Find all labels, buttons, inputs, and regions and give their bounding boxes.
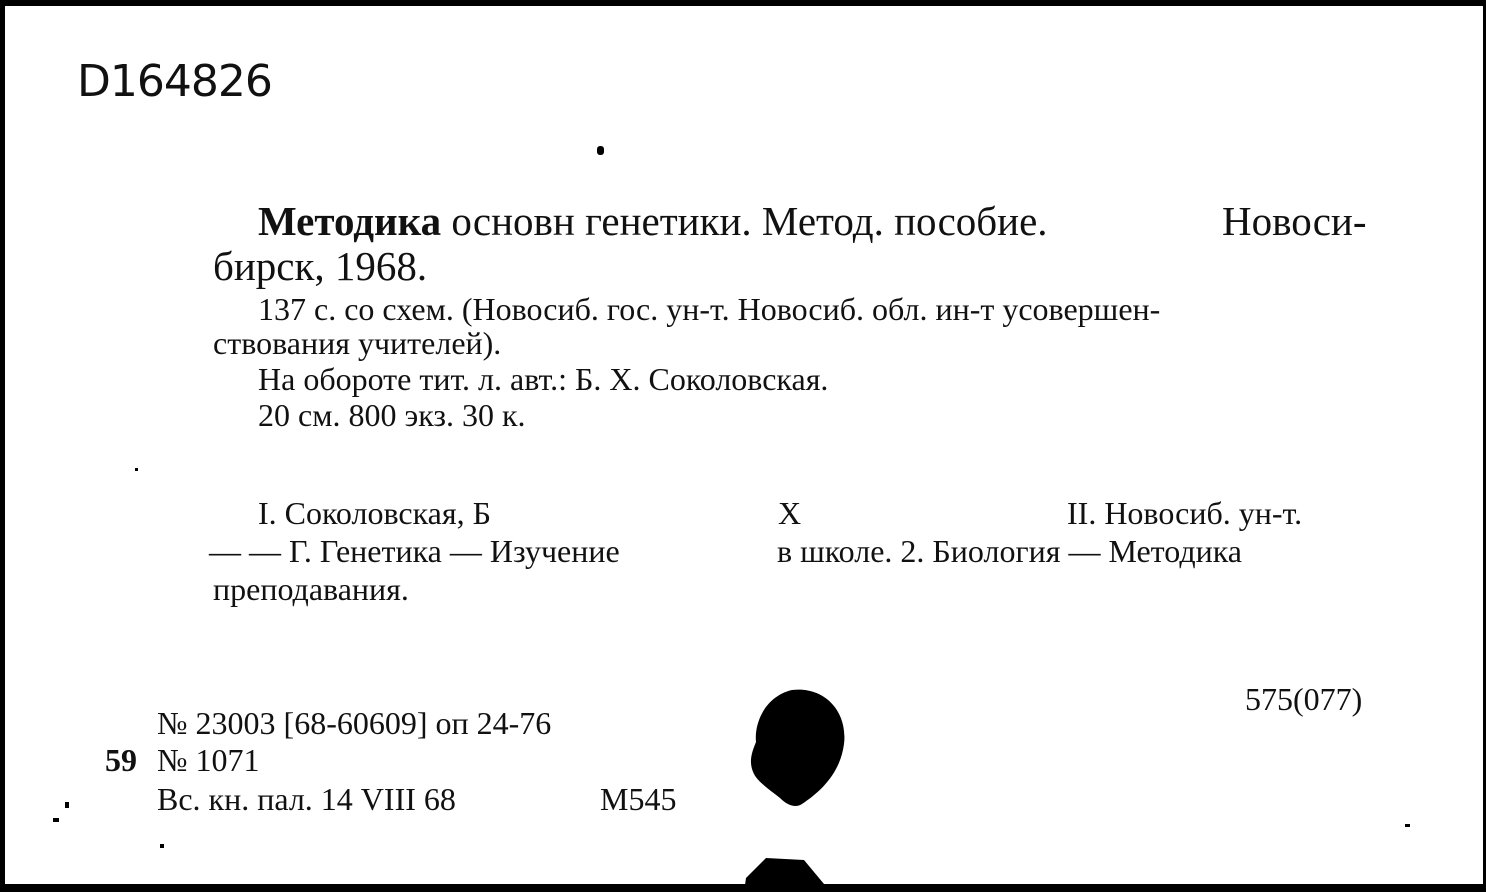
tracing-line1-c: II. Новосиб. ун-т. bbox=[1067, 495, 1303, 531]
ink-dot bbox=[597, 146, 604, 155]
ink-speck-5 bbox=[1405, 824, 1410, 827]
catalog-card bbox=[5, 6, 1483, 884]
tracing-line1-a: I. Соколовская, Б bbox=[258, 495, 491, 531]
size-line: 20 см. 800 экз. 30 к. bbox=[258, 397, 526, 433]
print-line3-b: М545 bbox=[600, 781, 677, 817]
ink-speck bbox=[135, 468, 138, 471]
ink-speck-2 bbox=[53, 818, 59, 822]
ink-speck-3 bbox=[65, 802, 69, 808]
title-rest: основн генетики. Метод. пособие. bbox=[441, 198, 1048, 244]
print-line2: № 1071 bbox=[157, 742, 260, 778]
tracing-line2-a: — — Г. Генетика — Изучение bbox=[209, 533, 620, 569]
note-line: На обороте тит. л. авт.: Б. Х. Соколовская. bbox=[258, 361, 829, 397]
ink-speck-4 bbox=[160, 844, 164, 848]
print-line3-a: Вс. кн. пал. 14 VIII 68 bbox=[157, 781, 456, 817]
tracing-line2-b: в школе. 2. Биология — Методика bbox=[777, 533, 1242, 569]
place-part2: бирск, 1968. bbox=[213, 243, 428, 289]
collation-line1: 137 с. со схем. (Новосиб. гос. ун-т. Новосиб. обл. ин-т усовершен- bbox=[258, 291, 1161, 327]
place-part1: Новоси- bbox=[1222, 198, 1367, 244]
punch-hole-mark bbox=[740, 682, 855, 892]
title-bold: Методика bbox=[258, 198, 442, 244]
collation-line2: ствования учителей). bbox=[213, 325, 502, 361]
tracing-line3: преподавания. bbox=[213, 571, 409, 607]
title-line bbox=[258, 200, 1048, 243]
classification-number: 575(077) bbox=[1245, 681, 1363, 717]
print-prefix: 59 bbox=[105, 742, 137, 778]
tracing-line1-b: Х bbox=[778, 495, 802, 531]
call-number: D164826 bbox=[77, 56, 272, 107]
print-line1: № 23003 [68-60609] оп 24-76 bbox=[157, 705, 552, 741]
